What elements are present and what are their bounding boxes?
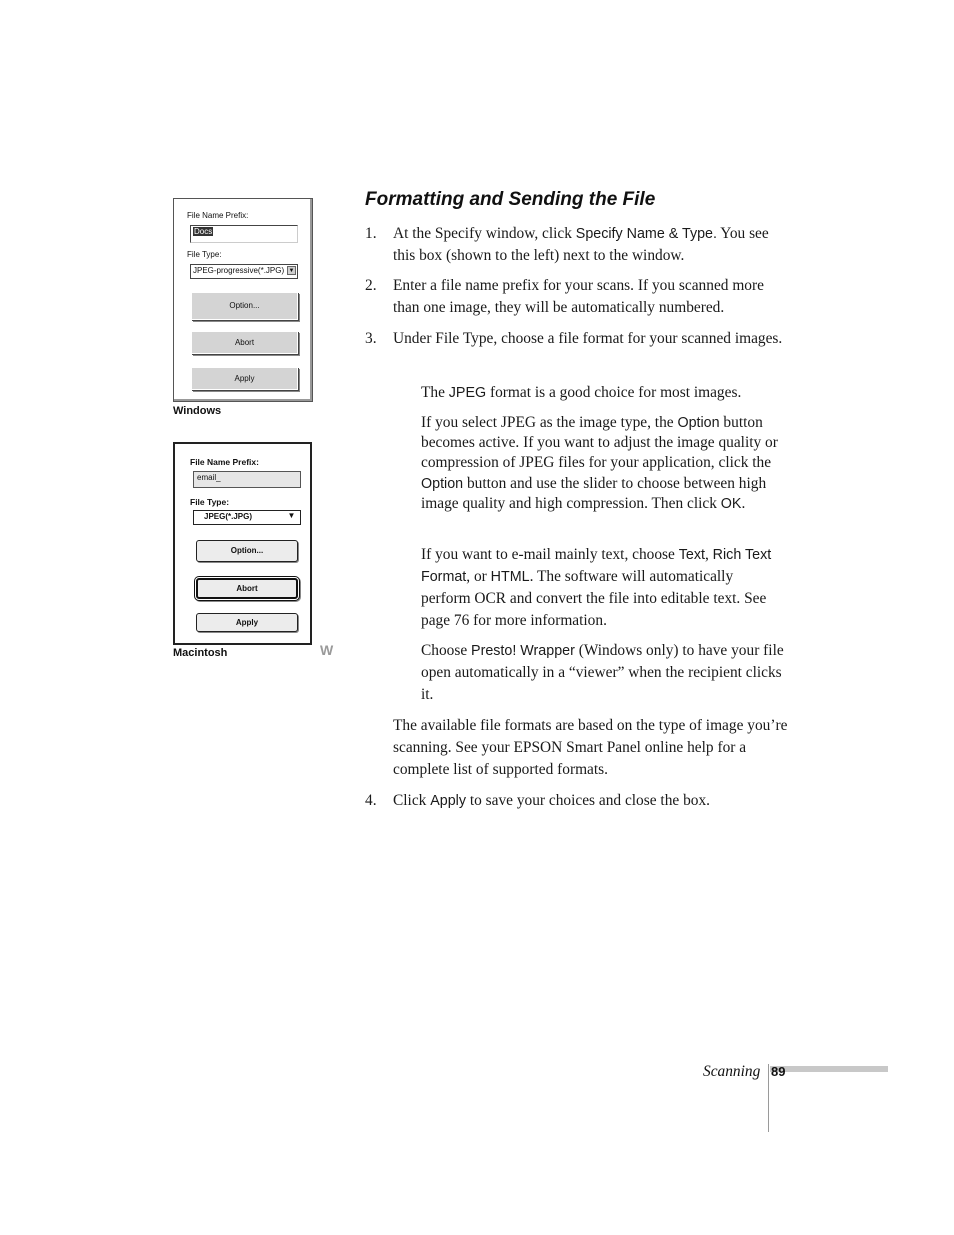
step-number: 4. bbox=[365, 792, 377, 809]
file-name-prefix-label: File Name Prefix: bbox=[190, 457, 259, 467]
file-type-value: JPEG(*.JPG) bbox=[204, 512, 253, 521]
windows-margin-icon: W bbox=[320, 642, 334, 658]
macintosh-caption: Macintosh bbox=[173, 647, 228, 659]
abort-button[interactable]: Abort bbox=[196, 578, 298, 599]
ui-term: Option bbox=[421, 475, 464, 492]
footer-rule bbox=[768, 1064, 769, 1132]
ui-term: Text bbox=[678, 547, 705, 563]
step-2-text: Enter a file name prefix for your scans. If you scanned more than one image, they will be automatically numbered. bbox=[393, 277, 764, 316]
ui-term: Apply bbox=[430, 793, 466, 809]
file-type-label: File Type: bbox=[187, 250, 222, 259]
step-1-text: At the Specify window, click Specify Name & Type. You see this box (shown to the left) next to the window. bbox=[393, 225, 769, 264]
ui-term: HTML bbox=[490, 569, 530, 585]
ui-term: Option bbox=[677, 415, 720, 431]
step-number: 3. bbox=[365, 330, 377, 347]
ui-term: OK bbox=[720, 495, 742, 512]
prefix-value: Docs bbox=[194, 227, 213, 236]
step-number: 1. bbox=[365, 225, 377, 242]
mac-file-type-dialog bbox=[173, 442, 312, 645]
step-3-text: Under File Type, choose a file format for your scanned images. bbox=[393, 330, 783, 347]
file-type-value: JPEG-progressive(*.JPG) bbox=[193, 266, 285, 275]
ui-term: Specify Name & Type. bbox=[575, 226, 717, 242]
step-4-text: Click Apply to save your choices and close the box. bbox=[393, 792, 711, 809]
abort-button[interactable]: Abort bbox=[191, 331, 298, 354]
page-number: 89 bbox=[771, 1064, 786, 1079]
footer-section-title: Scanning bbox=[703, 1063, 761, 1080]
step-number: 2. bbox=[365, 277, 377, 294]
ui-term: Presto! Wrapper bbox=[471, 643, 575, 659]
dropdown-arrow-icon[interactable]: ▼ bbox=[288, 268, 295, 274]
windows-caption: Windows bbox=[173, 405, 222, 417]
footer-bar bbox=[770, 1066, 888, 1072]
file-type-select[interactable] bbox=[190, 264, 298, 279]
option-button[interactable]: Option... bbox=[196, 540, 298, 562]
text-format-note: If you want to e-mail mainly text, choose Text, Rich Text Format, or HTML. The software will automatically perform OCR and convert the file into editable text. See page 76 for more information. bbox=[421, 546, 772, 629]
option-note: If you select JPEG as the image type, the Option button becomes active. If you want to adjust the image quality or compression of JPEG files for your application, click the Option button and use the slider to choose between high image quality and high compression. Then click OK. bbox=[421, 414, 778, 512]
file-type-select[interactable] bbox=[193, 510, 301, 525]
file-name-prefix-input[interactable] bbox=[190, 225, 298, 243]
windows-file-type-dialog bbox=[173, 198, 313, 402]
apply-button[interactable]: Apply bbox=[196, 613, 298, 632]
dropdown-arrow-icon[interactable]: ▼ bbox=[287, 511, 296, 520]
jpeg-note: The JPEG format is a good choice for most images. bbox=[421, 384, 742, 401]
file-name-prefix-label: File Name Prefix: bbox=[187, 211, 249, 220]
presto-note: Choose Presto! Wrapper (Windows only) to have your file open automatically in a “viewer” when the recipient clicks it. bbox=[421, 642, 784, 703]
file-type-label: File Type: bbox=[190, 497, 230, 507]
ui-term: Rich Text Format bbox=[421, 547, 772, 585]
formats-note: The available file formats are based on the type of image you’re scanning. See your EPSON Smart Panel online help for a complete list of supported formats. bbox=[393, 717, 788, 778]
file-name-prefix-input[interactable]: email_ bbox=[193, 471, 301, 488]
option-button[interactable]: Option... bbox=[191, 292, 298, 320]
section-heading: Formatting and Sending the File bbox=[365, 189, 656, 210]
ui-term: JPEG bbox=[448, 385, 487, 401]
apply-button[interactable]: Apply bbox=[191, 367, 298, 390]
